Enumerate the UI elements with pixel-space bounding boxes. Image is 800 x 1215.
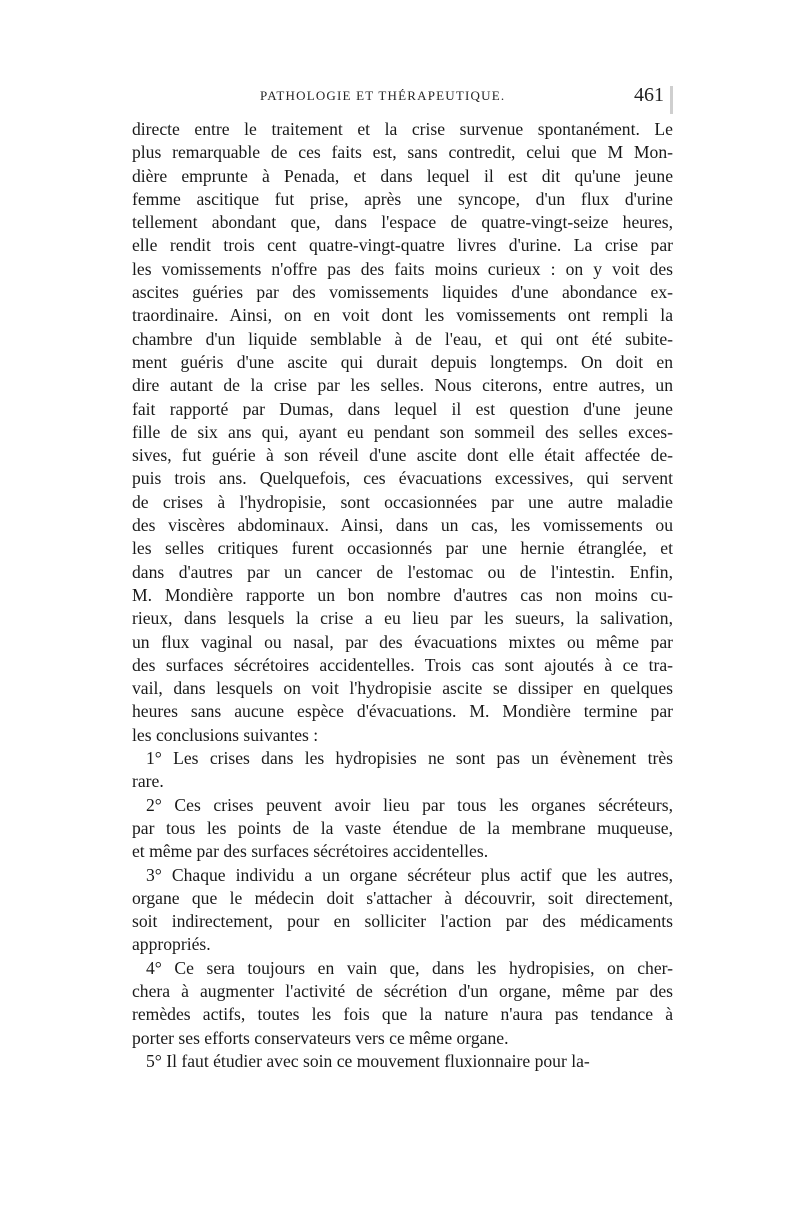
text-line: chambre d'un liquide semblable à de l'eau, et qui ont été subite- [132, 328, 673, 349]
text-line: des surfaces sécrétoires accidentelles. Trois cas sont ajoutés à ce tra- [132, 654, 673, 675]
text-line: femme ascitique fut prise, après une syncope, d'un flux d'urine [132, 188, 673, 209]
running-head: PATHOLOGIE ET THÉRAPEUTIQUE. [260, 88, 506, 103]
text-line: heures sans aucune espèce d'évacuations. M. Mondière termine par [132, 701, 673, 722]
text-line: rare. [132, 771, 164, 792]
text-line: par tous les points de la vaste étendue de la membrane muqueuse, [132, 817, 673, 838]
text-line: ment guéris d'une ascite qui durait depuis longtemps. On doit en [132, 351, 673, 372]
text-line: dans d'autres par un cancer de l'estomac ou de l'intestin. Enfin, [132, 561, 673, 582]
text-line: directe entre le traitement et la crise survenue spontanément. Le [132, 119, 673, 139]
text-line: dire autant de la crise par les selles. Nous citerons, entre autres, un [132, 375, 673, 396]
text-line: plus remarquable de ces faits est, sans contredit, celui que M Mon- [132, 142, 673, 163]
text-line: fille de six ans qui, ayant eu pendant son sommeil des selles exces- [132, 421, 673, 442]
text-line: organe que le médecin doit s'attacher à découvrir, soit directement, [132, 887, 673, 908]
text-line: sives, fut guérie à son réveil d'une ascite dont elle était affectée de- [132, 445, 673, 466]
text-line: 3° Chaque individu a un organe sécréteur plus actif que les autres, [146, 864, 673, 885]
text-line: rieux, dans lesquels la crise a eu lieu par les sueurs, la salivation, [132, 608, 673, 629]
text-line: traordinaire. Ainsi, on en voit dont les vomissements ont rempli la [132, 305, 673, 326]
gutter-mark [670, 86, 673, 114]
text-line: les vomissements n'offre pas des faits moins curieux : on y voit des [132, 258, 673, 279]
text-line: M. Mondière rapporte un bon nombre d'autres cas non moins cu- [132, 584, 673, 605]
text-line: remèdes actifs, toutes les fois que la nature n'aura pas tendance à [132, 1004, 673, 1025]
body-text [132, 118, 673, 1073]
text-line: elle rendit trois cent quatre-vingt-quatre livres d'urine. La crise par [132, 235, 673, 256]
text-line: appropriés. [132, 934, 211, 955]
text-line: 5° Il faut étudier avec soin ce mouvement fluxionnaire pour la- [146, 1050, 590, 1071]
text-line: puis trois ans. Quelquefois, ces évacuations excessives, qui servent [132, 468, 673, 489]
page-number: 461 [634, 84, 664, 106]
text-line: soit indirectement, pour en solliciter l'action par des médicaments [132, 911, 673, 932]
text-line: fait rapporté par Dumas, dans lequel il est question d'une jeune [132, 398, 673, 419]
text-line: porter ses efforts conservateurs vers ce même organe. [132, 1027, 509, 1048]
text-line: ascites guéries par des vomissements liquides d'une abondance ex- [132, 282, 673, 303]
text-line: vail, dans lesquels on voit l'hydropisie ascite se dissiper en quelques [132, 678, 673, 699]
text-line: tellement abondant que, dans l'espace de quatre-vingt-seize heures, [132, 212, 673, 233]
text-line: chera à augmenter l'activité de sécrétion d'un organe, même par des [132, 980, 673, 1001]
text-line: un flux vaginal ou nasal, par des évacuations mixtes ou même par [132, 631, 673, 652]
text-line: les selles critiques furent occasionnés par une hernie étranglée, et [132, 538, 673, 559]
text-line: et même par des surfaces sécrétoires accidentelles. [132, 841, 489, 862]
text-line: dière emprunte à Penada, et dans lequel il est dit qu'une jeune [132, 165, 673, 186]
text-line: de crises à l'hydropisie, sont occasionnées par une autre maladie [132, 491, 673, 512]
text-line: les conclusions suivantes : [132, 724, 319, 745]
text-line: 2° Ces crises peuvent avoir lieu par tous les organes sécréteurs, [146, 794, 673, 815]
text-line: 1° Les crises dans les hydropisies ne sont pas un évènement très [146, 748, 673, 769]
text-line: 4° Ce sera toujours en vain que, dans les hydropisies, on cher- [146, 957, 673, 978]
text-line: des viscères abdominaux. Ainsi, dans un cas, les vomissements ou [132, 515, 673, 536]
page-header [130, 84, 670, 110]
